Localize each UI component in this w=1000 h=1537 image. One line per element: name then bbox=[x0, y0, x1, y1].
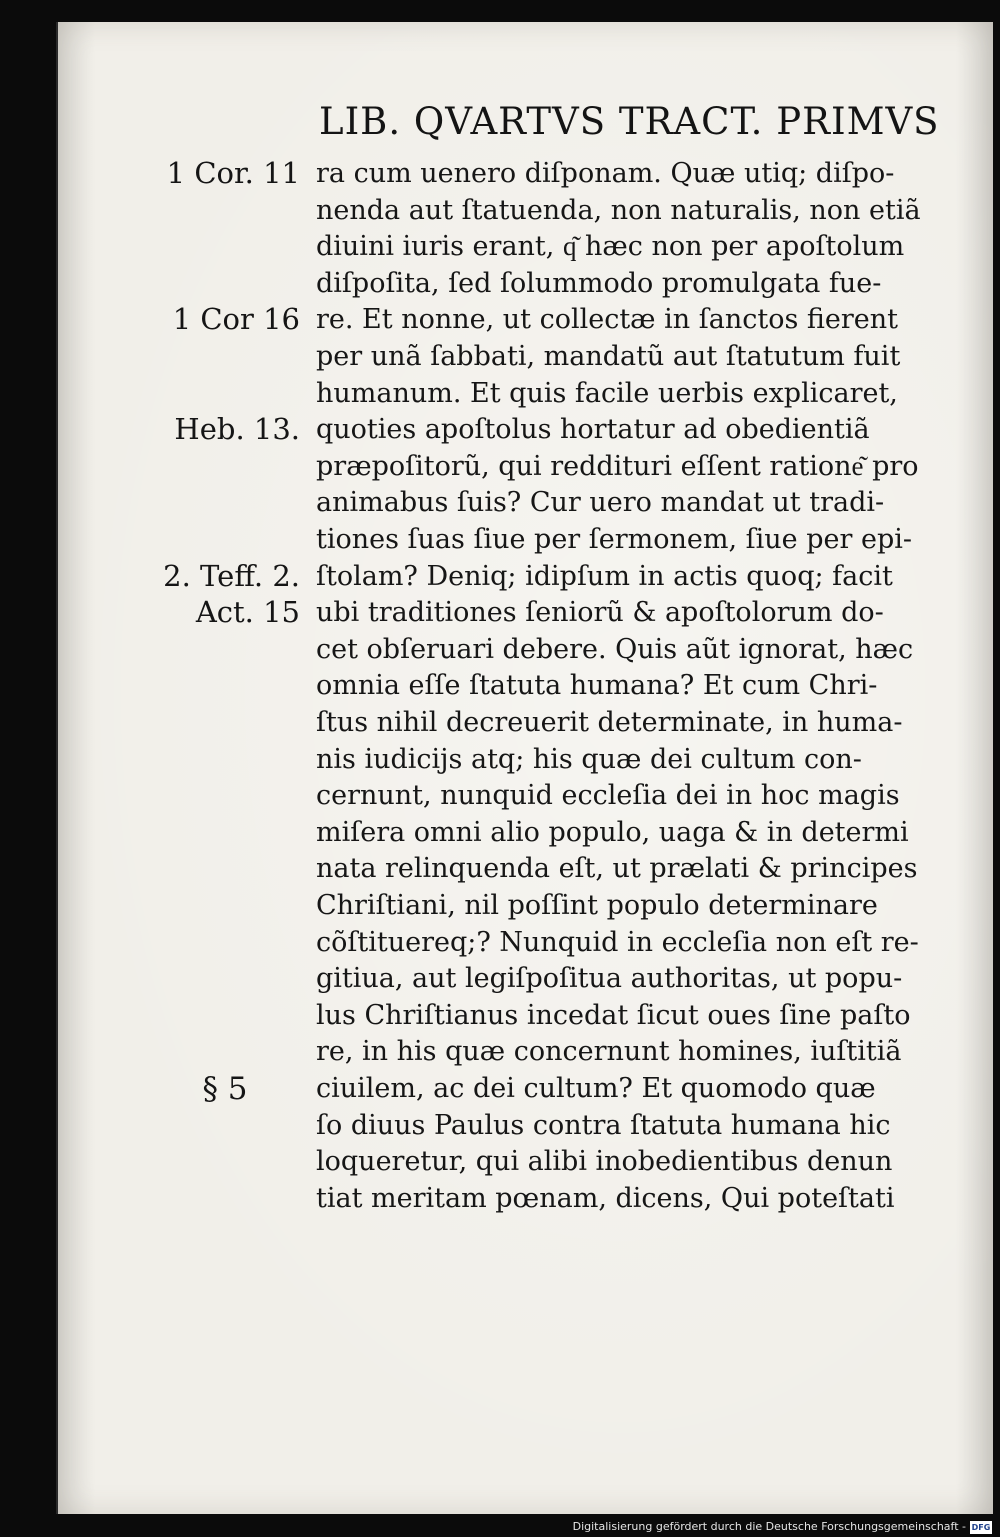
text-line: diuini iuris erant, q͂ hæc non per apoſtolum bbox=[316, 231, 905, 263]
footer-credit: Digitalisierung gefördert durch die Deutsche Forschungsgemeinschaft - bbox=[572, 1520, 966, 1533]
text-line: loqueretur, qui alibi inobedientibus denun bbox=[316, 1146, 893, 1178]
text-line: humanum. Et quis facile uerbis explicaret, bbox=[316, 377, 898, 409]
margin-note: § 5 bbox=[202, 1071, 248, 1107]
text-line: ubi traditiones ſeniorũ & apoſtolorum do- bbox=[316, 597, 884, 629]
text-line: tiones ſuas ſiue per ſermonem, ſiue per epi- bbox=[316, 524, 913, 555]
text-line: ſtolam? Deniq; idipſum in actis quoq; facit bbox=[316, 560, 893, 592]
text-line: tiat meritam pœnam, dicens, Qui poteſtati bbox=[316, 1182, 895, 1214]
text-line: miſera omni alio populo, uaga & in determi bbox=[316, 816, 909, 848]
text-line: quoties apoſtolus hortatur ad obedientiã bbox=[316, 414, 870, 446]
text-line: nata relinquenda eſt, ut prælati & principes bbox=[316, 853, 918, 885]
text-line: gitiua, aut legiſpoſitua authoritas, ut popu- bbox=[316, 963, 903, 995]
text-line: diſpoſita, ſed ſolummodo promulgata fue- bbox=[316, 267, 882, 299]
text-line: nenda aut ſtatuenda, non naturalis, non etiã bbox=[316, 194, 921, 226]
margin-note: 2. Teff. 2. bbox=[163, 558, 300, 593]
running-header: LIB. QVARTVS TRACT. PRIMVS bbox=[319, 100, 940, 143]
book-page bbox=[56, 22, 993, 1514]
text-line: animabus ſuis? Cur uero mandat ut tradi- bbox=[316, 487, 885, 519]
dfg-logo-icon: DFG bbox=[971, 1523, 991, 1532]
margin-note: 1 Cor 16 bbox=[172, 302, 300, 337]
text-line: ra cum uenero diſponam. Quæ utiq; diſpo- bbox=[316, 158, 895, 189]
text-line: per unã ſabbati, mandatũ aut ſtatutum fuit bbox=[316, 341, 901, 372]
margin-note: Act. 15 bbox=[195, 595, 300, 630]
margin-note: Heb. 13. bbox=[174, 412, 300, 447]
text-line: omnia eſſe ſtatuta humana? Et cum Chri- bbox=[316, 670, 878, 702]
text-line: ciuilem, ac dei cultum? Et quomodo quæ bbox=[316, 1073, 876, 1104]
text-line: re, in his quæ concernunt homines, iuſtitiã bbox=[316, 1036, 902, 1068]
text-line: cet obſeruari debere. Quis aũt ignorat, hæc bbox=[316, 633, 914, 665]
text-line: lus Chriſtianus incedat ſicut oues ſine paſto bbox=[316, 999, 911, 1031]
text-line: cernunt, nunquid eccleſia dei in hoc magis bbox=[316, 780, 900, 812]
text-line: præpoſitorũ, qui reddituri eſſent ratione͂ pro bbox=[316, 450, 919, 482]
text-line: ſo diuus Paulus contra ſtatuta humana hic bbox=[316, 1109, 891, 1141]
text-line: re. Et nonne, ut collectæ in ſanctos fierent bbox=[316, 304, 899, 336]
text-line: cõſtituereq;? Nunquid in eccleſia non eſt re- bbox=[316, 926, 919, 958]
text-line: Chriſtiani, nil poſſint populo determinare bbox=[316, 890, 878, 921]
text-line: ſtus nihil decreuerit determinate, in huma- bbox=[316, 707, 903, 738]
margin-note: 1 Cor. 11 bbox=[166, 156, 300, 190]
text-line: nis iudicijs atq; his quæ dei cultum con- bbox=[316, 743, 862, 775]
